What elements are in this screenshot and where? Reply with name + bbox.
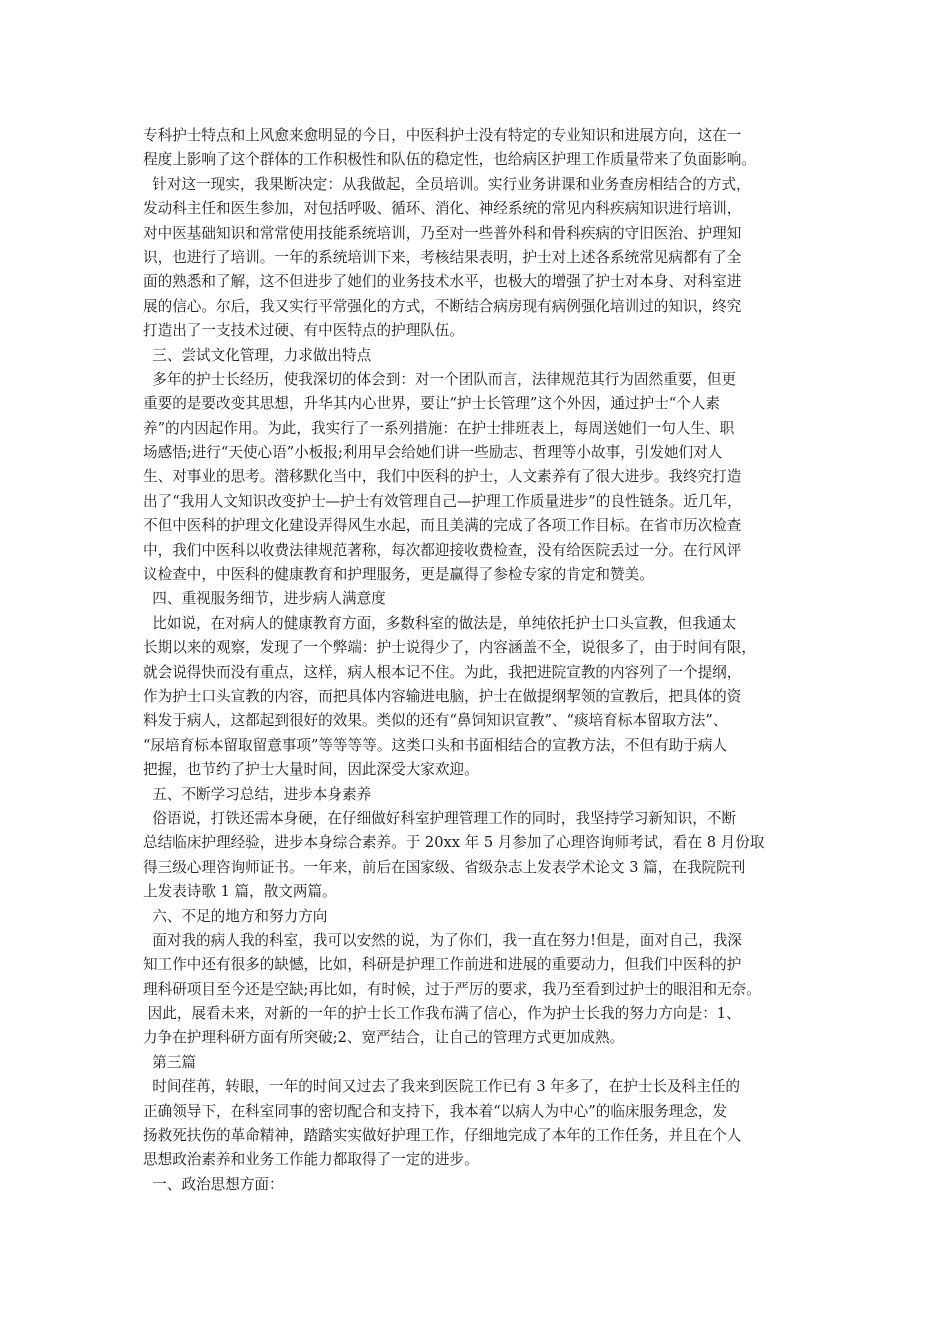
text-line: 总结临床护理经验，进步本身综合素养。于 20xx 年 5 月参加了心理咨询师考试，看在 8 月份取 — [143, 834, 765, 852]
text-line: 不但中医科的护理文化建设弄得风生水起，而且美满的完成了各项工作目标。在省市历次检查 — [143, 517, 742, 535]
text-line: 上发表诗歌 1 篇，散文两篇。 — [143, 883, 337, 901]
text-line: 知工作中还有很多的缺憾，比如，科研是护理工作前进和进展的重要动力，但我们中医科的护 — [143, 956, 742, 974]
document-body — [143, 124, 815, 1197]
text-line: 专科护士特点和上风愈来愈明显的今日，中医科护士没有特定的专业知识和进展方向，这在一 — [143, 127, 742, 144]
text-line: 五、不断学习总结，进步本身素养 — [143, 785, 372, 803]
text-line: 思想政治素养和业务工作能力都取得了一定的进步。 — [143, 1151, 479, 1169]
text-line: 就会说得快而没有重点，这样，病人根本记不住。为此，我把进院宣教的内容列了一个提纲， — [143, 663, 742, 681]
text-line: 对中医基础知识和常常使用技能系统培训，乃至对一些普外科和骨科疾病的守旧医治、护理知 — [143, 224, 742, 242]
text-line: 作为护士口头宣教的内容，而把具体内容输进电脑，护士在做提纲挈领的宣教后，把具体的资 — [143, 687, 742, 705]
text-line: 重要的是要改变其思想，升华其内心世界，要让“护士长管理”这个外因，通过护士“个人素 — [143, 395, 720, 413]
text-line: 出了“我用人文知识改变护士—护士有效管理自己—护理工作质量进步”的良性链条。近几年， — [143, 492, 742, 510]
text-line: 把握，也节约了护士大量时间，因此深受大家欢迎。 — [143, 761, 479, 779]
text-line: 针对这一现实，我果断决定：从我做起，全员培训。实行业务讲课和业务查房相结合的方式， — [143, 175, 751, 193]
text-line: 理科研项目至今还是空缺;再比如，有时候，过于严厉的要求，我乃至看到过护士的眼泪和无奈。 — [143, 980, 761, 998]
text-line: 中，我们中医科以收费法律规范著称，每次都迎接收费检查，没有给医院丢过一分。在行风评 — [143, 541, 742, 559]
text-line: 面的熟悉和了解，这不但进步了她们的业务技术水平，也极大的增强了护士对本身、对科室进 — [143, 273, 742, 291]
text-line: 因此，展看未来，对新的一年的护士长工作我布满了信心，作为护士长我的努力方向是：1、 — [143, 1005, 741, 1023]
text-line: 养”的内因起作用。为此，我实行了一系列措施：在护士排班表上，每周送她们一句人生、职 — [143, 419, 735, 437]
text-line: 长期以来的观察，发现了一个弊端：护士说得少了，内容涵盖不全，说很多了，由于时间有限， — [143, 639, 756, 657]
text-line: 六、不足的地方和努力方向 — [143, 907, 328, 925]
text-line: 程度上影响了这个群体的工作积极性和队伍的稳定性，也给病区护理工作质量带来了负面影响。 — [143, 151, 756, 169]
text-line: “尿培育标本留取留意事项”等等等等。这类口头和书面相结合的宣教方法，不但有助于病人 — [143, 736, 728, 754]
text-line: 正确领导下，在科室同事的密切配合和支持下，我本着“以病人为中心”的临床服务理念，发 — [143, 1102, 728, 1120]
text-line: 力争在护理科研方面有所突破;2、宽严结合，让自己的管理方式更加成熟。 — [143, 1029, 625, 1047]
text-line: 打造出了一支技术过硬、有中医特点的护理队伍。 — [143, 322, 465, 340]
text-line: 展的信心。尔后，我又实行平常强化的方式，不断结合病房现有病例强化培训过的知识，终究 — [143, 297, 742, 315]
text-line: 第三篇 — [143, 1053, 197, 1071]
text-line: 场感悟;进行“天使心语”小板报;利用早会给她们讲一些励志、哲理等小故事，引发她们对人 — [143, 444, 723, 462]
text-line: 得三级心理咨询师证书。一年来，前后在国家级、省级杂志上发表学术论文 3 篇，在我院院刊 — [143, 858, 746, 876]
text-line: 俗语说，打铁还需本身硬，在仔细做好科室护理管理工作的同时，我坚持学习新知识，不断 — [143, 809, 737, 827]
text-line: 料发于病人，这都起到很好的效果。类似的还有“鼻饲知识宣教”、“痰培育标本留取方法”、 — [143, 712, 728, 730]
text-line: 一、政治思想方面： — [143, 1175, 284, 1193]
text-line: 多年的护士长经历，使我深切的体会到：对一个团队而言，法律规范其行为固然重要，但更 — [143, 370, 737, 388]
text-line: 识，也进行了培训。一年的系统培训下来，考核结果表明，护士对上述各系统常见病都有了全 — [143, 248, 742, 266]
text-line: 时间荏苒，转眼，一年的时间又过去了我来到医院工作已有 3 年多了，在护士长及科主任的 — [143, 1078, 741, 1096]
text-line: 扬救死扶伤的革命精神，踏踏实实做好护理工作，仔细地完成了本年的工作任务，并且在个人 — [143, 1127, 742, 1145]
text-line: 比如说，在对病人的健康教育方面，多数科室的做法是，单纯依托护士口头宣教，但我通太 — [143, 614, 737, 632]
text-line: 面对我的病人我的科室，我可以安然的说，为了你们，我一直在努力!但是，面对自己，我深 — [143, 931, 742, 949]
text-line: 三、尝试文化管理，力求做出特点 — [143, 346, 372, 364]
text-line: 议检查中，中医科的健康教育和护理服务，更是赢得了参检专家的肯定和赞美。 — [143, 566, 654, 584]
text-line: 发动科主任和医生参加，对包括呼吸、循环、消化、神经系统的常见内科疾病知识进行培训， — [143, 200, 742, 218]
text-line: 生、对事业的思考。潜移默化当中，我们中医科的护士，人文素养有了很大进步。我终究打造 — [143, 468, 742, 486]
text-line: 四、重视服务细节，进步病人满意度 — [143, 590, 386, 608]
